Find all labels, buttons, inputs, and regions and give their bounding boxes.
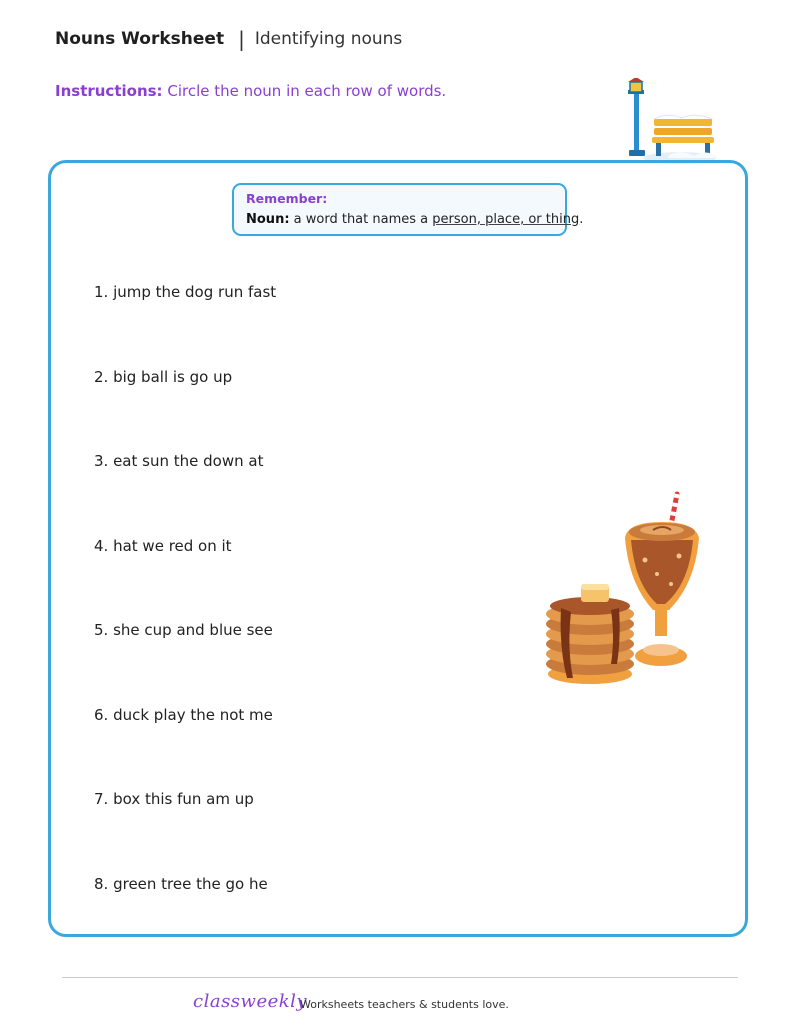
word-row-2[interactable]: 2. big ball is go up bbox=[94, 368, 233, 386]
footer-divider bbox=[62, 977, 738, 978]
definition-term: Noun: bbox=[246, 212, 290, 227]
page-subtitle: Identifying nouns bbox=[254, 29, 403, 49]
definition-prefix: a word that names a bbox=[289, 212, 433, 227]
street-lamp-and-bench-icon bbox=[622, 78, 722, 168]
instructions bbox=[55, 82, 446, 100]
remember-title: Remember: bbox=[246, 191, 328, 206]
brand-logo[interactable]: classweekly bbox=[193, 991, 308, 1012]
remember-box bbox=[232, 183, 584, 236]
definition-suffix: . bbox=[579, 212, 584, 227]
page-title: Nouns Worksheet bbox=[55, 29, 225, 49]
word-row-6[interactable]: 6. duck play the not me bbox=[94, 706, 273, 724]
instructions-label: Instructions: bbox=[55, 82, 163, 100]
word-row-5[interactable]: 5. she cup and blue see bbox=[94, 621, 273, 639]
word-row-3[interactable]: 3. eat sun the down at bbox=[94, 452, 264, 470]
title-separator: | bbox=[238, 27, 245, 51]
instructions-text: Circle the noun in each row of words. bbox=[167, 82, 447, 100]
word-row-8[interactable]: 8. green tree the go he bbox=[94, 875, 268, 893]
word-row-1[interactable]: 1. jump the dog run fast bbox=[94, 283, 277, 301]
definition-emphasis: person, place, or thing bbox=[432, 212, 580, 227]
worksheet-header bbox=[55, 29, 402, 49]
word-row-7[interactable]: 7. box this fun am up bbox=[94, 790, 254, 808]
pancakes-and-milkshake-icon bbox=[545, 488, 705, 688]
footer-tagline: Worksheets teachers & students love. bbox=[300, 998, 509, 1011]
word-row-4[interactable]: 4. hat we red on it bbox=[94, 537, 232, 555]
noun-definition bbox=[246, 212, 584, 227]
